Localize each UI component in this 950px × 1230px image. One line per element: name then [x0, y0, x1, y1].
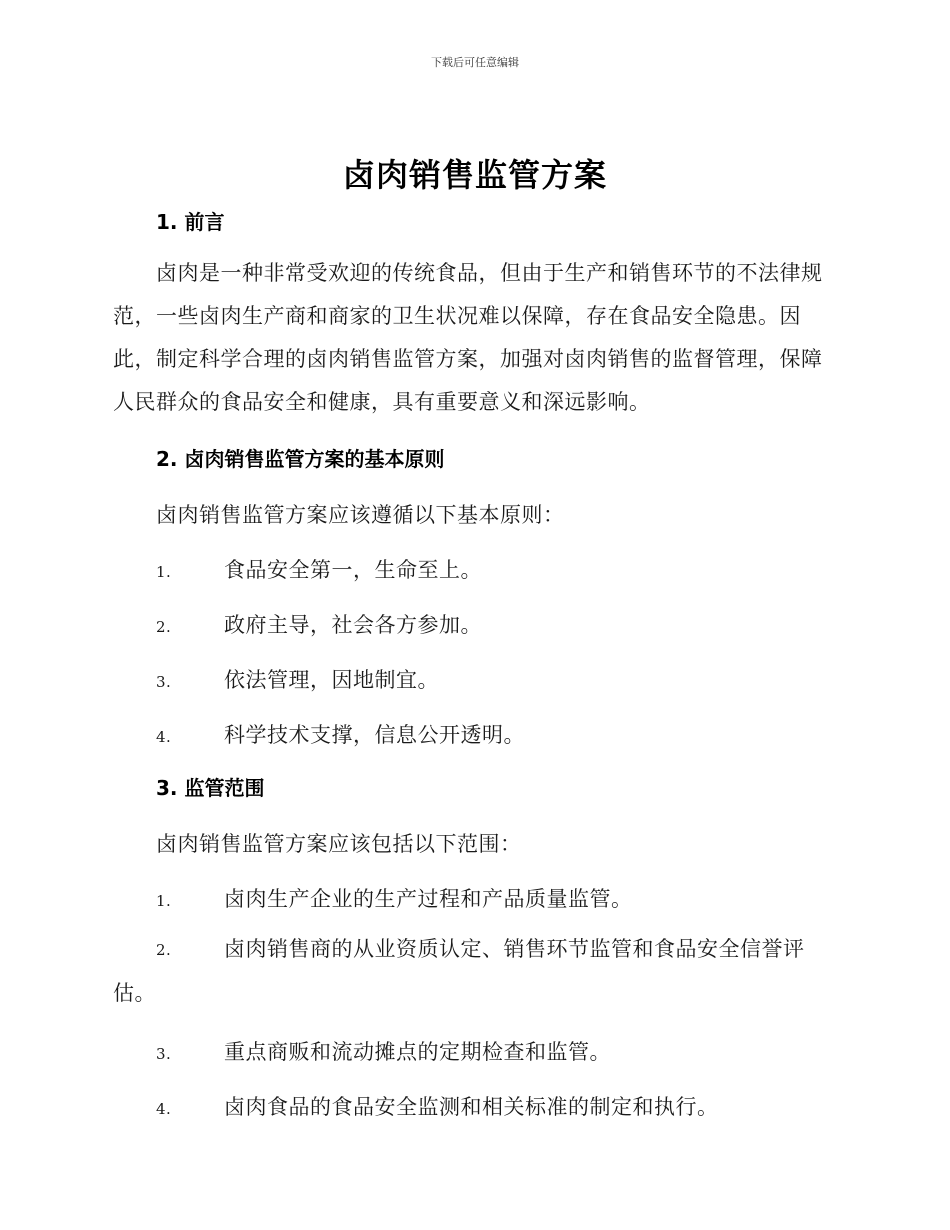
section-1-paragraph: 卤肉是一种非常受欢迎的传统食品，但由于生产和销售环节的不法律规范，一些卤肉生产商和商家的卫生状况难以保障，存在食品安全隐患。因此，制定科学合理的卤肉销售监管方案，加强对卤肉销售的监督管理，保障人民群众的食品安全和健康，具有重要意义和深远影响。 [113, 261, 823, 414]
list-number: 4. [156, 727, 172, 746]
list-number: 3. [156, 1044, 172, 1063]
list-number: 4. [156, 1099, 172, 1118]
list-item [156, 554, 482, 584]
list-item [156, 1036, 611, 1066]
list-item [156, 664, 439, 694]
list-text: 食品安全第一，生命至上。 [224, 558, 482, 582]
list-text: 卤肉食品的食品安全监测和相关标准的制定和执行。 [224, 1095, 719, 1119]
section-2-intro: 卤肉销售监管方案应该遵循以下基本原则： [156, 503, 565, 527]
list-number: 1. [156, 891, 172, 910]
list-text: 卤肉销售商的从业资质认定、销售环节监管和食品安全信誉评估。 [113, 937, 805, 1005]
list-text: 政府主导，社会各方参加。 [224, 613, 482, 637]
list-number: 2. [156, 941, 172, 959]
section-heading-3: 3. 监管范围 [156, 776, 265, 800]
list-text: 科学技术支撑，信息公开透明。 [224, 723, 525, 747]
section-3-intro: 卤肉销售监管方案应该包括以下范围： [156, 832, 522, 856]
list-item [156, 609, 482, 639]
list-item [156, 1091, 719, 1121]
list-text: 依法管理，因地制宜。 [224, 668, 439, 692]
header-note: 下载后可任意编辑 [431, 56, 519, 69]
section-heading-2: 2. 卤肉销售监管方案的基本原则 [156, 447, 445, 471]
section-heading-1: 1. 前言 [156, 210, 225, 234]
list-text: 卤肉生产企业的生产过程和产品质量监管。 [224, 887, 633, 911]
list-item [113, 928, 833, 1015]
list-item [156, 883, 633, 913]
list-text: 重点商贩和流动摊点的定期检查和监管。 [224, 1040, 611, 1064]
list-number: 1. [156, 562, 172, 581]
document-title: 卤肉销售监管方案 [342, 156, 607, 194]
list-number: 3. [156, 672, 172, 691]
list-item [156, 719, 525, 749]
list-number: 2. [156, 617, 172, 636]
